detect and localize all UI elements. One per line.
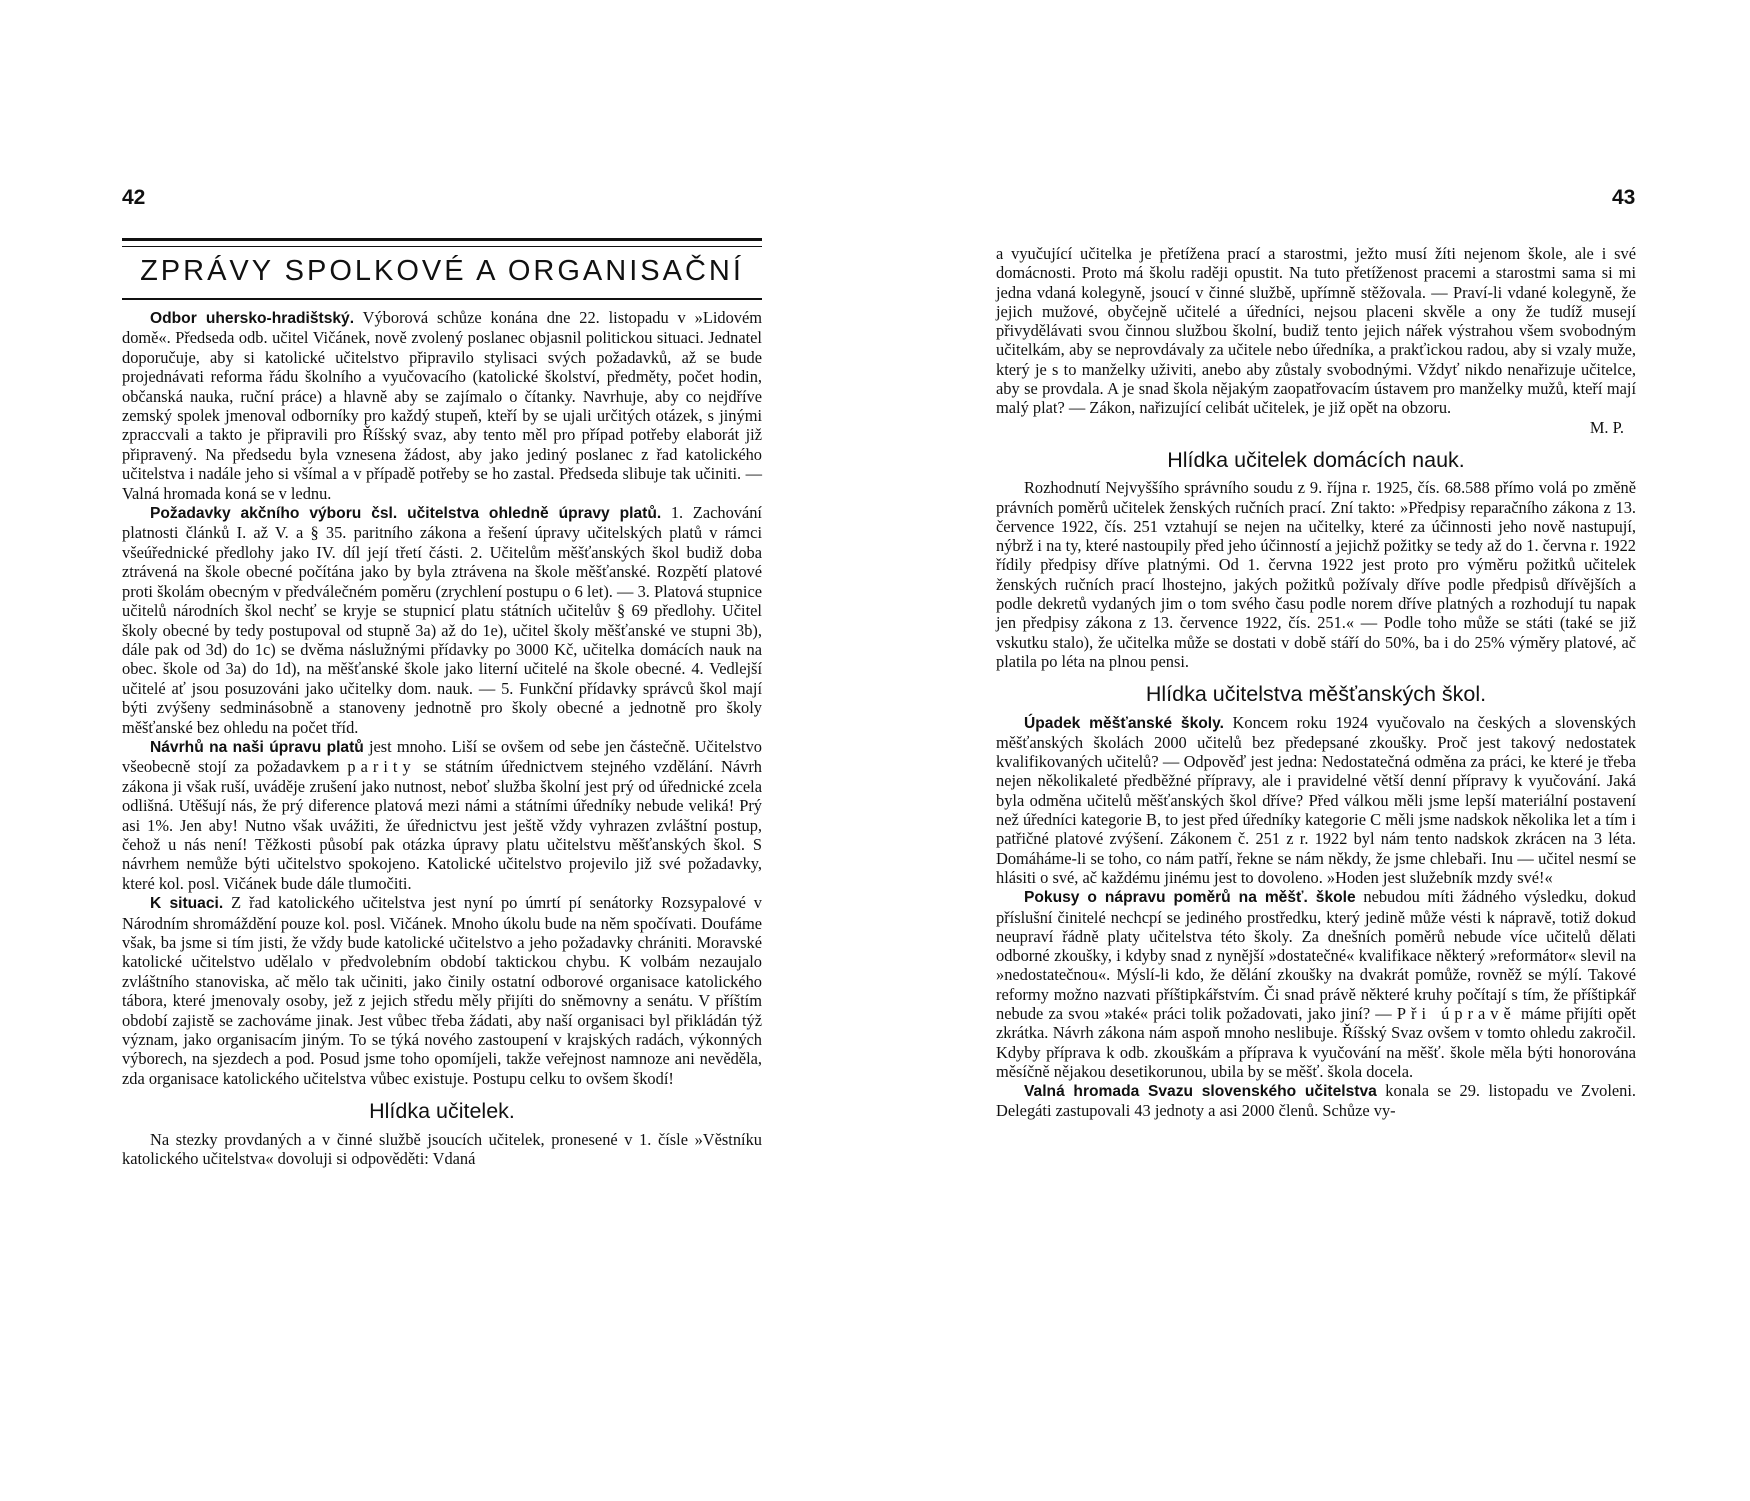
paragraph-pozadavky [122, 503, 762, 737]
paragraph-situaci [122, 893, 762, 1088]
paragraph-text: Výborová schůze konána dne 22. listopadu v »Lidovém domě«. Předseda odb. učitel Vičánek, nově zvolený poslanec objasnil politickou situaci. Jednatel doporučuje, aby si katolické učitelstvo připravilo stylisaci svých požadavků, až se bude projednávati reforma řádu školního a vyučovacího (katolické školství, předměty, počet hodin, občanská nauka, ruční práce) a hlavně aby se zajímalo o čítanky. Navrhuje, aby co nejdříve zemský spolek jmenoval odborníky pro každý stupeň, kteří by se ujali určitých otázek, s jinými zpraccvali a takto je připravili pro Říšský svaz, aby tento měl pro případ potřeby elaborát již připravený. Na předsedu byla vznesena žádost, aby jako jediný poslanec z řad katolického učitelstva i nadále jeho si všímal a v případě potřeby se ho zastal. Předseda slibuje tak učiniti. — Valná hromada koná se v lednu. [122, 308, 762, 503]
heading-hlidka-mestanskych-skol: Hlídka učitelstva měšťanských škol. [1145, 682, 1487, 707]
paragraph-lead: Valná hromada Svazu slovenského učitelstva [1024, 1083, 1377, 1101]
paragraph-upadek [996, 713, 1636, 888]
paragraph-lead: Pokusy o nápravu poměrů na měšť. škole [1024, 889, 1356, 907]
paragraph-navrhu [122, 737, 762, 893]
heading-hlidka-ucitelek: Hlídka učitelek. [369, 1099, 515, 1124]
heading-hlidka-domacich-nauk: Hlídka učitelek domácích nauk. [1167, 447, 1465, 472]
signature: M. P. [1589, 417, 1624, 437]
paragraph-continuation: a vyučující učitelka je přetížena prací a starostmi, ježto musí žíti nejenom škole, ale i své domácnosti. Proto má školu raději opustit. Na tuto přetíženost pracemi a starostmi sama si mi jedna vdaná kolegyně, jsoucí v činné službě, upřímně stěžovala. — Praví-li vdané kolegyně, že jejich mužové, obyčejně učitelé a úředníci, nejsou placeni skvěle a ony že tudíž musejí přivydělávati svou činnou službou školní, budiž tento jejich nářek výstrahou všem svobodným učitelkám, aby se neprovdávaly za učitele nebo úředníka, a prakťickou radou, aby si vzaly muže, který je s to manželky uživiti, anebo aby zůstaly svobodnými. Vždyť nikdo nenařizuje učitelce, aby se provdala. A je snad škola nějakým zaopatřovacím ústavem pro manželky mužů, kteří mají malý plat? — Zákon, nařizující celibát učitelek, je již opět na obzoru. [996, 244, 1636, 418]
spaced-word: parity [347, 757, 416, 777]
paragraph-text: 1. Zachování platnosti článků I. až V. a § 35. paritního zákona a řešení úpravy učitelských platů v rámci všeúřednické předlohy jako IV. díl její třetí části. 2. Učitelům měšťanských škol budiž doba ztrávená na škole obecné počítána jako by byla ztrávena na škole měšťanské. Rozpětí platové proti školám obecným v předválečném poměru (zrychlení postupu o 6 let). — 3. Platová stupnice učitelů národních škol nechť se kryje se stupnicí platu státních učitelův § 69 předlohy. Učitel školy obecné by tedy postupoval od stupně 3a) až do 1e), učitel školy měšťanské ve stupni 3b), dále pak od 3d) do 1c) se dvěma náslužnými přídavky po 3000 Kč, učitelka domácích nauk na obec. škole od 3a) do 1d), na měšťanské škole jako literní učitelé na škole obecné. 4. Vedlejší učitelé ať jsou posuzováni jako učitelky dom. nauk. — 5. Funkční přídavky správců škol mají býti zvýšeny sedminásobně a stanoveny jednotně pro školy obecné a jednotně pro školy měšťanské bez ohledu na počet tříd. [122, 503, 762, 737]
paragraph-text: jest mnoho. Liší se ovšem od sebe jen částečně. Učitelstvo všeobecně stojí za požadavkem [122, 736, 762, 777]
paragraph-rozhodnuti: Rozhodnutí Nejvyššího správního soudu z 9. října r. 1925, čís. 68.588 přímo volá po změně právních poměrů učitelek ženských ručních prací. Zní takto: »Předpisy reparačního zákona z 13. července 1922, čís. 251 vztahují se nejen na učitelky, které za účinnosti jeho nově nastupují, nýbrž i na ty, které nastoupily před jeho účinností a jejichž požitky se tedy až do 1. června r. 1922 řídily předpisy dříve platnými. Od 1. června 1922 jest proto pro výměru požitků učitelek ženských ručních prací lhostejno, jakých požitků požívaly dříve podle předpisů dřívějších a podle dekretů vydaných jim o tom svého času podle norem dříve platných a rozhodují tu napak jen předpisy zákona z 13. července 1922, čís. 251.« — Podle toho může se státi (také se již vskutku stalo), že učitelka může se dostati v době stáří do 50%, ba i do 25% výměry platové, ač platila po léta na plnou pensi. [996, 478, 1636, 671]
heading-rule-top [122, 238, 762, 241]
paragraph-text: máme přijíti opět zkrátka. Návrh zákona nám aspoň mnoho neslibuje. Říšský Svaz ovšem v tomto ohledu zakročil. Kdyby příprava k odb. zkouškám a příprava k vyučování na měšť. škole měla býti honorována měsíčně nějakou desetikorunou, ubila by se měšť. škola docela. [996, 1003, 1637, 1081]
page-number-right: 43 [1612, 186, 1636, 209]
paragraph-lead: Návrhů na naši úpravu platů [150, 738, 364, 756]
paragraph-text: se státním úřednictvem stejného vzdělání. Návrh zákona ji však ruší, uváděje zrušení jako nutnost, neboť služba školní jest prý od úřednické zcela odlišná. Utěšují nás, že prý diference platová mezi námi a státními úředníky nebude veliká! Prý asi 1%. Jen aby! Nutno však uvážiti, že úřednictvu jest ještě vždy vyhrazen zvláštní postup, čehož u nás není! Těžkosti působí pak otázka úpravy platu učitelstvu měšťanských škol. S návrhem nemůže býti učitelstvo spokojeno. Katolické učitelstvo projevilo již své požadavky, které kol. posl. Vičánek bude dále tlumočiti. [122, 757, 763, 893]
paragraph-lead: Požadavky akčního výboru čsl. učitelstva ohledně úpravy platů. [150, 505, 662, 523]
paragraph-stezky: Na stezky provdaných a v činné službě jsoucích učitelek, pronesené v 1. čísle »Věstníku katolického učitelstva« dovoluji si odpověděti: Vdaná [122, 1129, 762, 1169]
paragraph-odbor [122, 308, 762, 503]
paragraph-text: Koncem roku 1924 vyučovalo na českých a slovenských měšťanských školách 2000 učitelů bez předepsané zkoušky. Proč jest takový nedostatek kvalifikovaných učitelů? — Odpověď jest jedna: Nedostatečná odměna za práci, ke které je třeba nejen několikaleté předběžné přípravy, ale i pravidelné větší denní přípravy k vyučování. Jaká byla odměna učitelů měšťanských škol dříve? Před válkou měli jsme lepší materiální postavení než úředníci kategorie B, to jest před úředníky kategorie C měli jsme nadskok několika let a tím i patřičné platové zvýšení. Zákonem č. 251 z r. 1922 byl nám tento nadskok zkrácen na 3 léta. Domáháme-li se toho, co nám patří, řekne se nám někdy, že jsme chlebaři. Inu — učitel nesmí se hlásiti o své, ač každému jinému jest to dovoleno. »Hoden jest služebník mzdy své!« [996, 712, 1636, 887]
paragraph-text: konala se 29. listopadu ve Zvoleni. Delegáti zastupovali 43 jednoty a asi 2000 členů. Schůze vy- [996, 1081, 1637, 1121]
spaced-word: Při úpravě [1396, 1003, 1516, 1023]
section-title: ZPRÁVY SPOLKOVÉ A ORGANISAČNÍ [140, 255, 744, 287]
paragraph-text: Z řad katolického učitelstva jest nyní po úmrtí pí senátorky Rozsypalové v Národním shromáždění pouze kol. posl. Vičánek. Mnoho úkolu bude na něm spočívati. Doufáme však, ba jsme si tím jisti, že vždy bude katolické učitelstvo a jeho požadavky chrániti. Moravské katolické učitelstvo udělalo v předvolebním období taktickou chybu. K volbám nezaujalo zvláštního stanoviska, ač mělo tak učiniti, jako činily ostatní odborové organisace katolického tábora, které jmenovaly osoby, jež z jejich středu měly přijíti do sněmovny a senátu. V příštím období zajistě se zachováme jinak. Jest vůbec třeba žádati, aby naší organisaci byl přikládán týž význam, jako organisacím jiným. To se týká nového zastoupení v krajských radách, výkonných výborech, na sjezdech a pod. Posud jsme toho opomíjeli, takže veřejnost namnoze ani nevěděla, zda organisace katolického učitelstva vůbec existuje. Postupu celku to ovšem škodí! [122, 893, 762, 1088]
paragraph-text: nebudou míti žádného výsledku, dokud příslušní činitelé nechcpí se jediného prostředku, který jedině může vésti k nápravě, totiž dokud neupraví řádně platy učitelstva této školy. Za dnešních poměrů nebude více učitelů dělati odborné zkoušky, i kdyby snad z nynější »dostatečné« kvalifikace některý »reformátor« slevil na »nedostatečnou«. Mýslí-li kdo, že dělání zkoušky na dvakrát pomůže, rovněž se mýlí. Takové reformy možno nazvati příštipkářstvím. Či snad právě některé kruhy počítají s tím, že příštipkář nebude za svou »také« práci tolik požadovati, jako jiní? — [996, 887, 1636, 1023]
heading-rule-top-thin [122, 246, 762, 247]
page-number-left: 42 [122, 186, 146, 209]
paragraph-lead: Úpadek měšťanské školy. [1024, 714, 1224, 732]
right-page-body [996, 244, 1636, 1121]
paragraph-valna-hromada [996, 1081, 1636, 1121]
heading-rule-bottom [122, 298, 762, 300]
paragraph-lead: Odbor uhersko-hradištský. [150, 310, 355, 327]
left-page-body [122, 308, 762, 1168]
paragraph-pokusy [996, 887, 1636, 1081]
paragraph-lead: K situaci. [150, 895, 224, 913]
